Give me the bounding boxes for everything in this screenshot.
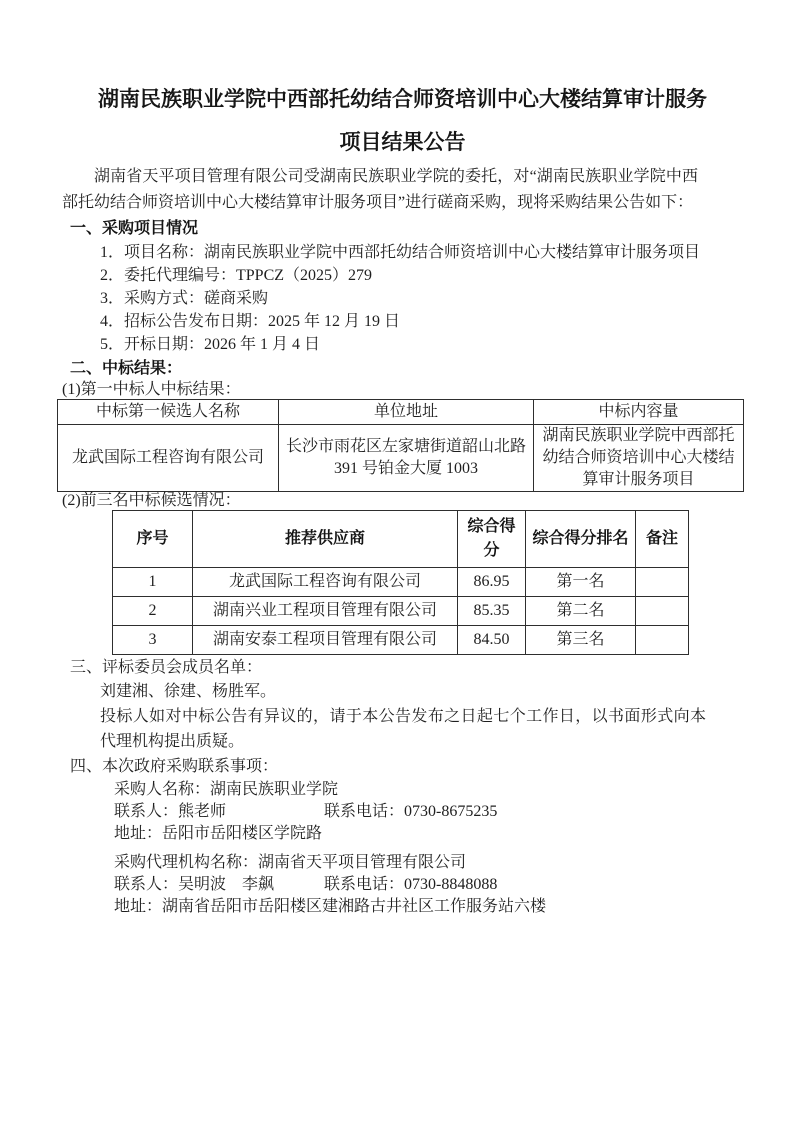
column-header-score-rank: 综合得分排名 bbox=[526, 511, 636, 568]
winner-table-row bbox=[58, 425, 744, 492]
purchaser-address-line: 地址：岳阳市岳阳楼区学院路 bbox=[114, 825, 323, 842]
winner-table-header-row bbox=[58, 400, 744, 425]
candidate-row-1 bbox=[113, 568, 689, 597]
candidate-row-2 bbox=[113, 597, 689, 626]
candidates-table-label: (2)前三名中标候选情况： bbox=[62, 492, 241, 509]
remarks-cell bbox=[636, 626, 689, 655]
item-procurement-method: 3．采购方式：磋商采购 bbox=[100, 290, 269, 307]
column-header-unit-address: 单位地址 bbox=[279, 400, 534, 425]
agency-contact-line bbox=[62, 874, 743, 896]
column-header-composite-score: 综合得分 bbox=[458, 511, 526, 568]
purchaser-contact-block bbox=[62, 779, 743, 845]
rank-cell: 第三名 bbox=[526, 626, 636, 655]
purchaser-name-line: 采购人名称：湖南民族职业学院 bbox=[114, 781, 339, 798]
column-header-serial-number: 序号 bbox=[113, 511, 193, 568]
document-title-line-2: 项目结果公告 bbox=[339, 130, 466, 154]
section-heading-contact-matters: 四、本次政府采购联系事项： bbox=[70, 758, 279, 775]
objection-notice: 投标人如对中标公告有异议的，请于本公告发布之日起七个工作日，以书面形式向本代理机构提出质疑。 bbox=[100, 708, 706, 750]
score-cell: 85.35 bbox=[458, 597, 526, 626]
candidates-table bbox=[112, 510, 689, 655]
serial-cell: 2 bbox=[113, 597, 193, 626]
rank-cell: 第一名 bbox=[526, 568, 636, 597]
winner-content-cell: 湖南民族职业学院中西部托幼结合师资培训中心大楼结算审计服务项目 bbox=[534, 425, 744, 492]
score-cell: 86.95 bbox=[458, 568, 526, 597]
serial-cell: 3 bbox=[113, 626, 193, 655]
column-header-winner-name: 中标第一候选人名称 bbox=[58, 400, 279, 425]
winner-name-cell: 龙武国际工程咨询有限公司 bbox=[58, 425, 279, 492]
item-announcement-publish-date: 4．招标公告发布日期：2025 年 12 月 19 日 bbox=[100, 313, 401, 330]
column-header-award-content: 中标内容量 bbox=[534, 400, 744, 425]
winner-address-cell: 长沙市雨花区左家塘街道韶山北路 391 号铂金大厦 1003 bbox=[279, 425, 534, 492]
section-heading-award-result: 二、中标结果： bbox=[70, 360, 183, 377]
document-title-line-1: 湖南民族职业学院中西部托幼结合师资培训中心大楼结算审计服务 bbox=[98, 87, 707, 111]
item-project-name: 1．项目名称：湖南民族职业学院中西部托幼结合师资培训中心大楼结算审计服务项目 bbox=[100, 244, 701, 261]
column-header-recommended-supplier: 推荐供应商 bbox=[193, 511, 458, 568]
purchaser-phone: 联系电话：0730-8675235 bbox=[324, 803, 498, 820]
item-bid-opening-date: 5．开标日期：2026 年 1 月 4 日 bbox=[100, 336, 321, 353]
section-heading-procurement-info: 一、采购项目情况 bbox=[70, 220, 199, 237]
agency-phone: 联系电话：0730-8848088 bbox=[324, 876, 498, 893]
supplier-cell: 湖南兴业工程项目管理有限公司 bbox=[193, 597, 458, 626]
candidate-row-3 bbox=[113, 626, 689, 655]
purchaser-contact-person: 联系人：熊老师 bbox=[114, 803, 227, 820]
serial-cell: 1 bbox=[113, 568, 193, 597]
agency-contact-person: 联系人：吴明波 李飙 bbox=[114, 876, 275, 893]
agency-contact-block bbox=[62, 852, 743, 918]
document-title bbox=[62, 78, 743, 164]
agency-address-line: 地址：湖南省岳阳市岳阳楼区建湘路古井社区工作服务站六楼 bbox=[114, 898, 547, 915]
section-heading-evaluation-committee: 三、评标委员会成员名单： bbox=[70, 659, 263, 676]
committee-members-line: 刘建湘、徐建、杨胜军。 bbox=[100, 683, 277, 700]
winner-table bbox=[57, 399, 744, 492]
rank-cell: 第二名 bbox=[526, 597, 636, 626]
candidates-table-header-row bbox=[113, 511, 689, 568]
supplier-cell: 湖南安泰工程项目管理有限公司 bbox=[193, 626, 458, 655]
remarks-cell bbox=[636, 597, 689, 626]
intro-paragraph: 湖南省天平项目管理有限公司受湖南民族职业学院的委托，对“湖南民族职业学院中西部托幼结合师资培训中心大楼结算审计服务项目”进行磋商采购，现将采购结果公告如下： bbox=[62, 168, 698, 211]
score-cell: 84.50 bbox=[458, 626, 526, 655]
supplier-cell: 龙武国际工程咨询有限公司 bbox=[193, 568, 458, 597]
remarks-cell bbox=[636, 568, 689, 597]
purchaser-contact-line bbox=[62, 801, 743, 823]
item-agency-reference-number: 2．委托代理编号：TPPCZ（2025）279 bbox=[100, 267, 373, 284]
column-header-remarks: 备注 bbox=[636, 511, 689, 568]
winner-table-label: (1)第一中标人中标结果： bbox=[62, 381, 241, 398]
agency-name-line: 采购代理机构名称：湖南省天平项目管理有限公司 bbox=[114, 854, 467, 871]
